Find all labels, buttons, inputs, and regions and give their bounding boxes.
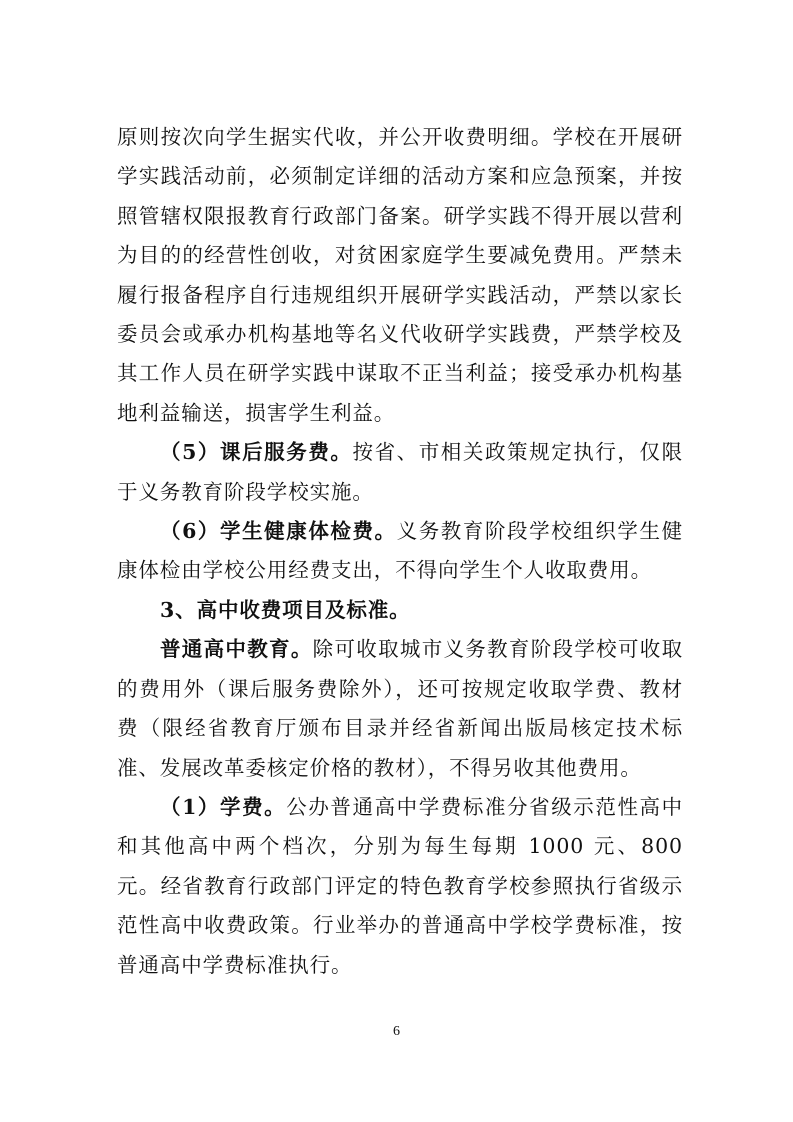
- paragraph-text: 义务教育阶段学校组织学生健康体检由学校公用经费支出，不得向学生个人收取费用。: [117, 519, 683, 583]
- paragraph-heading: （5）课后服务费。: [160, 440, 353, 465]
- paragraph-health-check-fee: [117, 512, 683, 591]
- paragraph-heading: 普通高中教育。: [160, 637, 313, 662]
- page-number: 6: [393, 1024, 400, 1039]
- paragraph-heading: （6）学生健康体检费。: [160, 519, 397, 544]
- paragraph-after-school-fee: [117, 433, 683, 512]
- paragraph-heading: （1）学费。: [160, 794, 287, 819]
- paragraph-high-school-education: [117, 630, 683, 788]
- paragraph-text: 除可收取城市义务教育阶段学校可收取的费用外（课后服务费除外），还可按规定收取学费、教材费（限经省教育厅颁布目录并经省新闻出版局核定技术标准、发展改革委核定价格的教材），不得另收其他费用。: [117, 637, 683, 780]
- paragraph-research-practice: 原则按次向学生据实代收，并公开收费明细。学校在开展研学实践活动前，必须制定详细的活动方案和应急预案，并按照管辖权限报教育行政部门备案。研学实践不得开展以营利为目的的经营性创收，对贫困家庭学生要减免费用。严禁未履行报备程序自行违规组织开展研学实践活动，严禁以家长委员会或承办机构基地等名义代收研学实践费，严禁学校及其工作人员在研学实践中谋取不正当利益；接受承办机构基地利益输送，损害学生利益。: [117, 125, 683, 425]
- paragraph-text: 按省、市相关政策规定执行，仅限于义务教育阶段学校实施。: [117, 440, 683, 504]
- paragraph-tuition: [117, 788, 683, 985]
- document-body: [117, 118, 683, 985]
- section-heading: 3、高中收费项目及标准。: [160, 597, 411, 622]
- paragraph-text: 公办普通高中学费标准分省级示范性高中和其他高中两个档次，分别为每生每期 1000 元、800 元。经省教育行政部门评定的特色教育学校参照执行省级示范性高中收费政策。行业举办的普通高中学校学费标准，按普通高中学费标准执行。: [117, 794, 683, 977]
